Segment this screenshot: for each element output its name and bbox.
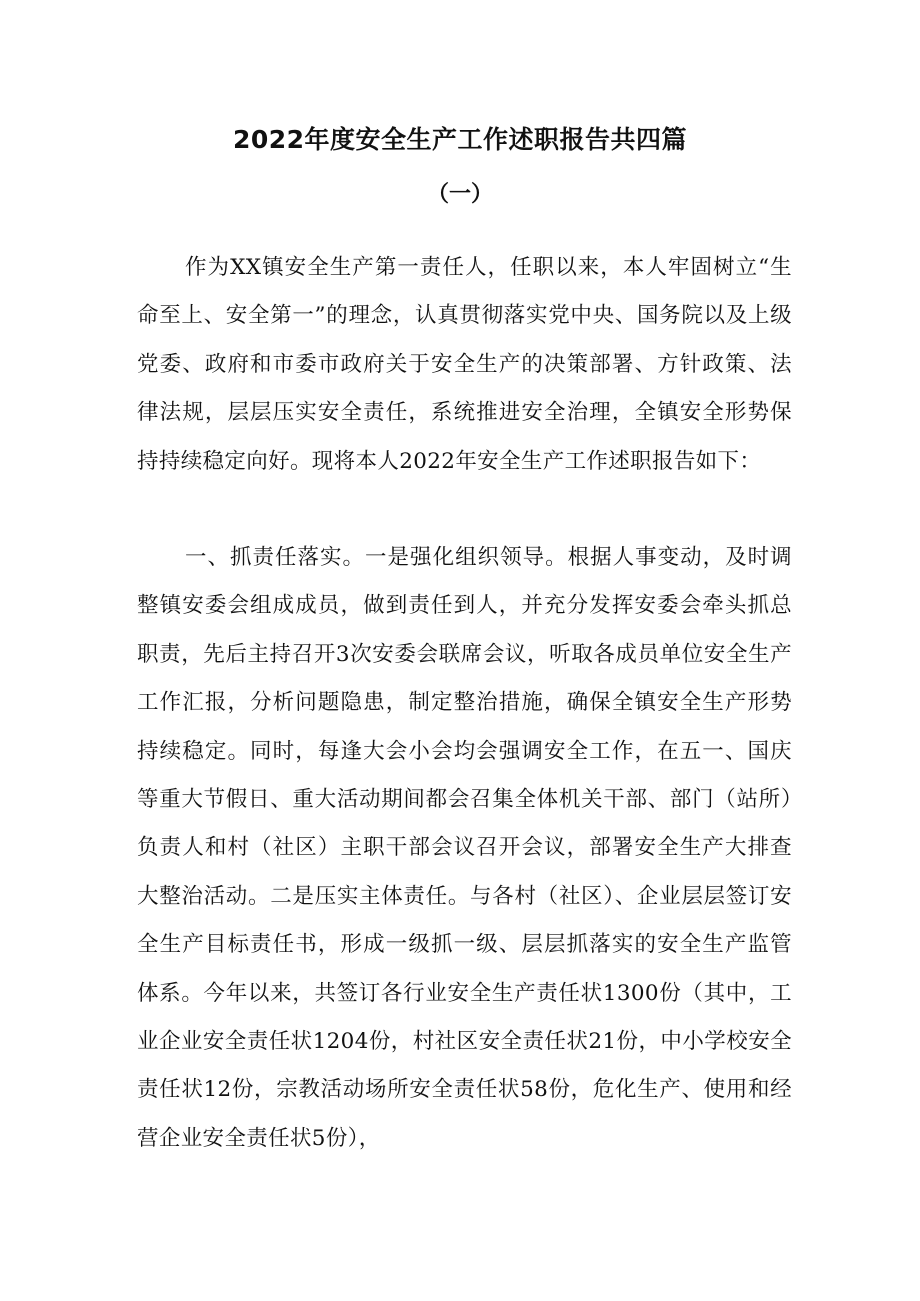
document-title: 2022年度安全生产工作述职报告共四篇 <box>232 125 688 154</box>
paragraph-intro: 作为XX镇安全生产第一责任人，任职以来，本人牢固树立“生命至上、安全第一”的理念，认真贯彻落实党中央、国务院以及上级党委、政府和市委市政府关于安全生产的决策部署、方针政策、法律法规，层层压实安全责任，系统推进安全治理，全镇安全形势保持持续稳定向好。现将本人2022年安全生产工作述职报告如下： <box>137 255 792 474</box>
section-heading: （一） <box>426 182 493 207</box>
paragraph-responsibility: 一、抓责任落实。一是强化组织领导。根据人事变动，及时调整镇安委会组成成员，做到责任到人，并充分发挥安委会牵头抓总职责，先后主持召开3次安委会联席会议，听取各成员单位安全生产工作汇报，分析问题隐患，制定整治措施，确保全镇安全生产形势持续稳定。同时，每逢大会小会均会强调安全工作，在五一、国庆等重大节假日、重大活动期间都会召集全体机关干部、部门（站所）负责人和村（社区）主职干部会议召开会议，部署安全生产大排查大整治活动。二是压实主体责任。与各村（社区）、企业层层签订安全生产目标责任书，形成一级抓一级、层层抓落实的安全生产监管体系。今年以来，共签订各行业安全生产责任状1300份（其中，工业企业安全责任状1204份，村社区安全责任状21份，中小学校安全责任状12份，宗教活动场所安全责任状58份，危化生产、使用和经营企业安全责任状5份）， <box>137 545 792 1151</box>
